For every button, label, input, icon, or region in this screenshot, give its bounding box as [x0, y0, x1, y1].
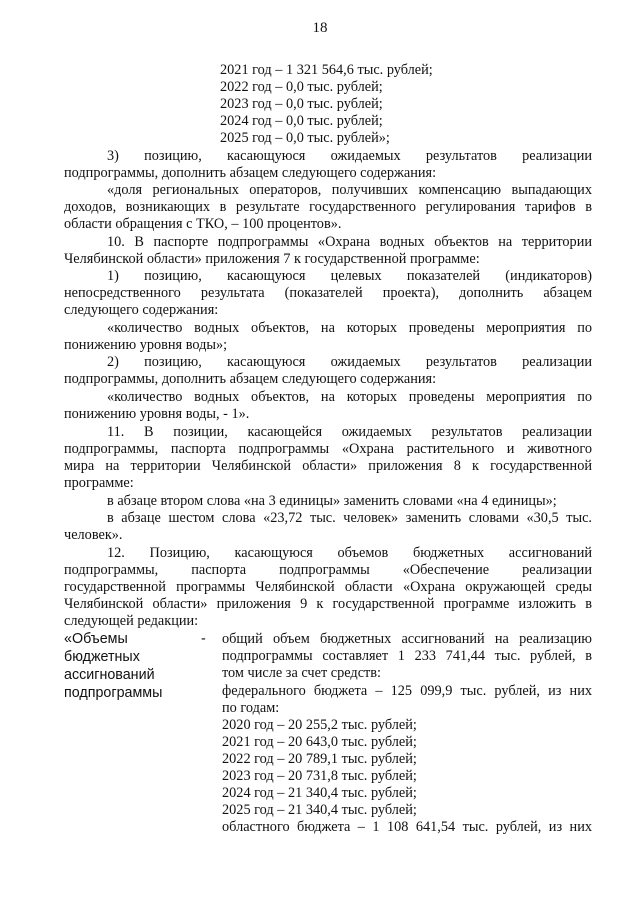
paragraph-line: следующей редакции: [64, 613, 199, 629]
paragraph-line: мира на территории Челябинской области» приложения 8 к государственной [64, 458, 592, 474]
paragraph-line: государственной программы Челябинской области «Охрана окружающей среды [64, 579, 592, 595]
paragraph-line: подпрограммы, паспорта подпрограммы «Обеспечение реализации [64, 562, 592, 578]
table-value-line: федерального бюджета – 125 099,9 тыс. рублей, из них [222, 683, 592, 699]
paragraph-line: «количество водных объектов, на которых проведены мероприятия по [107, 320, 592, 336]
paragraph-line: в абзаце втором слова «на 3 единицы» заменить словами «на 4 единицы»; [107, 493, 557, 509]
table-value-line: том числе за счет средств: [222, 665, 382, 681]
paragraph-line: человек». [64, 527, 123, 543]
top-line-2025: 2025 год – 0,0 тыс. рублей»; [220, 130, 390, 146]
paragraph-line: программе: [64, 475, 134, 491]
table-value-line: 2024 год – 21 340,4 тыс. рублей; [222, 785, 417, 801]
table-dash: - [201, 631, 206, 647]
paragraph-line: понижению уровня воды, - 1». [64, 406, 250, 422]
table-value-line: по годам: [222, 700, 280, 716]
paragraph-line: 11. В позиции, касающейся ожидаемых результатов реализации [107, 424, 592, 440]
table-label-line: «Объемы [64, 631, 128, 647]
table-value-line: подпрограммы составляет 1 233 741,44 тыс. рублей, в [222, 648, 592, 664]
table-value-line: областного бюджета – 1 108 641,54 тыс. рублей, из них [222, 819, 592, 835]
paragraph-line: 10. В паспорте подпрограммы «Охрана водных объектов на территории [107, 234, 592, 250]
paragraph-line: в абзаце шестом слова «23,72 тыс. человек» заменить словами «30,5 тыс. [107, 510, 592, 526]
table-value-line: 2025 год – 21 340,4 тыс. рублей; [222, 802, 417, 818]
table-label-line: подпрограммы [64, 685, 163, 701]
paragraph-line: 12. Позицию, касающуюся объемов бюджетных ассигнований [107, 545, 592, 561]
paragraph-line: области обращения с ТКО, – 100 процентов». [64, 216, 342, 232]
table-value-line: 2021 год – 20 643,0 тыс. рублей; [222, 734, 417, 750]
paragraph-line: подпрограммы, дополнить абзацем следующего содержания: [64, 165, 437, 181]
top-line-2024: 2024 год – 0,0 тыс. рублей; [220, 113, 383, 129]
paragraph-line: «доля региональных операторов, получивших компенсацию выпадающих [107, 182, 592, 198]
paragraph-line: Челябинской области» приложения 7 к государственной программе: [64, 251, 480, 267]
table-label-line: ассигнований [64, 667, 155, 683]
paragraph-line: 1) позицию, касающуюся целевых показателей (индикаторов) [107, 268, 592, 284]
table-value-line: 2020 год – 20 255,2 тыс. рублей; [222, 717, 417, 733]
paragraph-line: следующего содержания: [64, 302, 219, 318]
table-label-line: бюджетных [64, 649, 140, 665]
paragraph-line: подпрограммы, дополнить абзацем следующего содержания: [64, 371, 437, 387]
paragraph-line: доходов, возникающих в результате государственного регулирования тарифов в [64, 199, 592, 215]
table-value-line: 2023 год – 20 731,8 тыс. рублей; [222, 768, 417, 784]
top-line-2023: 2023 год – 0,0 тыс. рублей; [220, 96, 383, 112]
table-value-line: 2022 год – 20 789,1 тыс. рублей; [222, 751, 417, 767]
paragraph-line: подпрограммы, паспорта подпрограммы «Охрана растительного и животного [64, 441, 592, 457]
paragraph-line: понижению уровня воды»; [64, 337, 228, 353]
paragraph-line: Челябинской области» приложения 9 к государственной программе изложить в [64, 596, 592, 612]
top-line-2022: 2022 год – 0,0 тыс. рублей; [220, 79, 383, 95]
paragraph-line: непосредственного результата (показателей проекта), дополнить абзацем [64, 285, 592, 301]
paragraph-line: «количество водных объектов, на которых проведены мероприятия по [107, 389, 592, 405]
paragraph-line: 3) позицию, касающуюся ожидаемых результатов реализации [107, 148, 592, 164]
top-line-2021: 2021 год – 1 321 564,6 тыс. рублей; [220, 62, 433, 78]
paragraph-line: 2) позицию, касающуюся ожидаемых результатов реализации [107, 354, 592, 370]
page-number: 18 [312, 20, 328, 36]
table-value-line: общий объем бюджетных ассигнований на реализацию [222, 631, 592, 647]
